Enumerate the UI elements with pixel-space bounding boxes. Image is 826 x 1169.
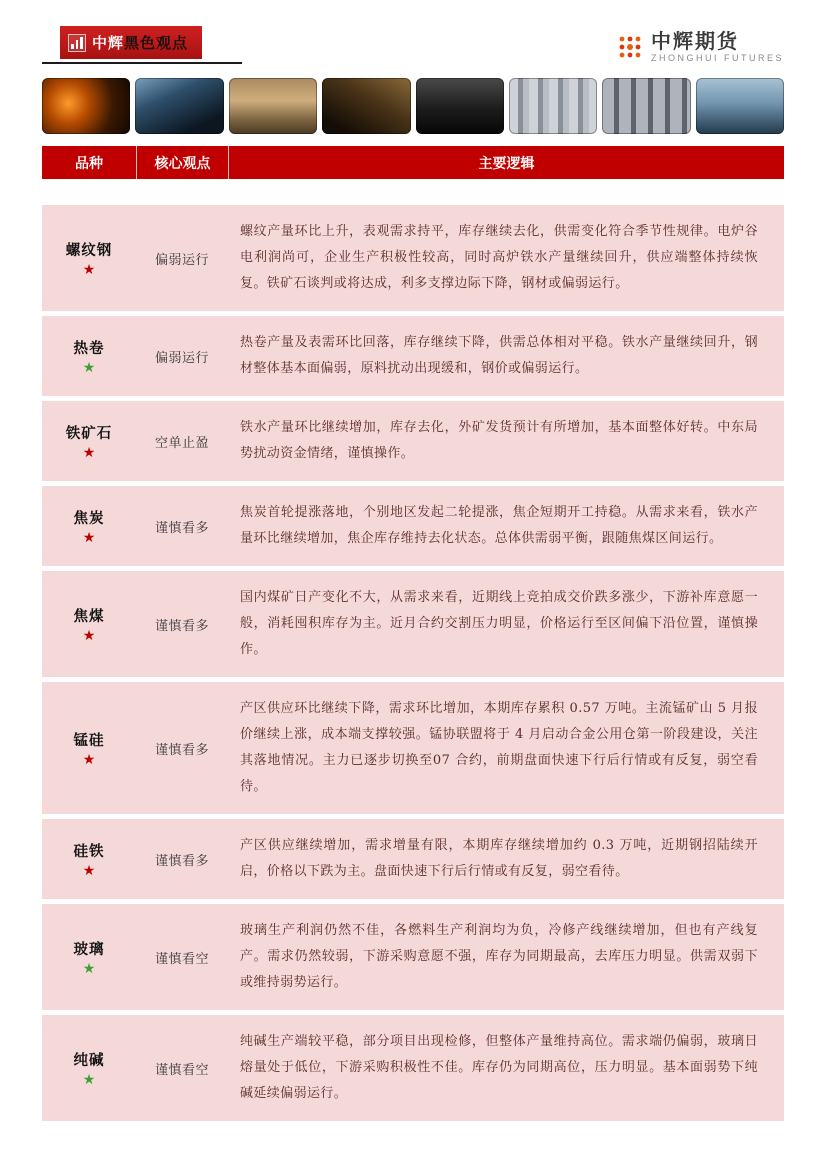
table-body <box>42 205 784 1121</box>
table-row <box>42 316 784 396</box>
rating-star-icon: ★ <box>82 961 96 977</box>
main-logic-text: 铁水产量环比继续增加，库存去化，外矿发货预计有所增加，基本面整体好转。中东局势扰动资金情绪，谨慎操作。 <box>240 420 758 461</box>
variety-name: 锰硅 <box>73 732 105 749</box>
rating-star-icon: ★ <box>82 360 96 376</box>
main-logic-text: 产区供应环比继续下降，需求环比增加，本期库存累积 0.57 万吨。主流锰矿山 5 月报价继续上涨，成本端支撑较强。锰协联盟将于 4 月启动合金公用仓第一阶段建设，关注其落地情况。主力已逐步切换至07 合约，前期盘面快速下行后行情或有反复，弱空看待。 <box>240 701 758 794</box>
main-logic-text: 纯碱生产端较平稳，部分项目出现检修，但整体产量维持高位。需求端仍偏弱，玻璃日熔量处于低位，下游采购积极性不佳。库存仍为同期高位，压力明显。基本面弱势下纯碱延续偏弱运行。 <box>240 1034 758 1101</box>
table-row <box>42 486 784 566</box>
variety-cell <box>42 1049 136 1087</box>
company-name-cn: 中辉期货 <box>651 29 739 53</box>
variety-name: 焦炭 <box>73 510 105 527</box>
photo-strip <box>42 78 784 134</box>
company-logo <box>617 30 784 64</box>
report-title-badge <box>60 26 202 59</box>
report-title-prefix: 中辉 <box>92 34 125 52</box>
report-title-suffix: 黑色观点 <box>124 34 189 52</box>
column-header-variety: 品种 <box>75 155 103 172</box>
page-header <box>42 26 784 64</box>
variety-cell <box>42 938 136 976</box>
column-header-core-view: 核心观点 <box>136 146 228 179</box>
variety-name: 玻璃 <box>73 941 105 958</box>
mine-tunnel-photo <box>135 78 223 134</box>
rating-star-icon: ★ <box>82 1072 96 1088</box>
column-header-main-logic: 主要逻辑 <box>228 146 784 179</box>
core-view-text: 偏弱运行 <box>154 252 209 268</box>
table-header <box>42 146 784 179</box>
bar-chart-icon <box>68 34 86 52</box>
table-row <box>42 1015 784 1121</box>
rating-star-icon: ★ <box>82 445 96 461</box>
company-name-en: ZHONGHUI FUTURES <box>651 53 784 63</box>
open-pit-mine-photo <box>229 78 317 134</box>
table-row <box>42 682 784 814</box>
table-row <box>42 571 784 677</box>
main-logic-text: 螺纹产量环比上升，表观需求持平，库存继续去化，供需变化符合季节性规律。电炉谷电利润尚可，企业生产积极性较高，同时高炉铁水产量继续回升，供应端整体持续恢复。铁矿石谈判或将达成，利多支撑边际下降，钢材或偏弱运行。 <box>240 224 758 291</box>
rating-star-icon: ★ <box>82 752 96 768</box>
variety-cell <box>42 840 136 878</box>
rating-star-icon: ★ <box>82 530 96 546</box>
core-view-text: 谨慎看多 <box>154 618 209 634</box>
table-row <box>42 819 784 899</box>
rating-star-icon: ★ <box>82 863 96 879</box>
mining-excavator-photo <box>322 78 410 134</box>
core-view-text: 谨慎看多 <box>154 520 209 536</box>
variety-name: 热卷 <box>73 340 105 357</box>
variety-cell <box>42 422 136 460</box>
variety-name: 硅铁 <box>73 843 105 860</box>
table-row <box>42 401 784 481</box>
main-logic-text: 热卷产量及表需环比回落，库存继续下降，供需总体相对平稳。铁水产量继续回升，钢材整体基本面偏弱，原料扰动出现缓和，钢价或偏弱运行。 <box>240 335 758 376</box>
main-logic-text: 焦炭首轮提涨落地，个别地区发起二轮提涨，焦企短期开工持稳。从需求来看，铁水产量环比继续增加，焦企库存维持去化状态。总体供需弱平衡，跟随焦煤区间运行。 <box>240 505 758 546</box>
main-logic-text: 产区供应继续增加，需求增量有限，本期库存继续增加约 0.3 万吨，近期钢招陆续开启，价格以下跌为主。盘面快速下行后行情或有反复，弱空看待。 <box>240 838 758 879</box>
variety-cell <box>42 337 136 375</box>
variety-name: 焦煤 <box>73 608 105 625</box>
core-view-text: 谨慎看多 <box>154 853 209 869</box>
table-row <box>42 205 784 311</box>
main-logic-text: 玻璃生产利润仍然不佳，各燃料生产利润均为负，冷修产线继续增加，但也有产线复产。需求仍然较弱，下游采购意愿不强，库存为同期最高，去库压力明显。供需双弱下或维持弱势运行。 <box>240 923 758 990</box>
core-view-text: 偏弱运行 <box>154 350 209 366</box>
company-logo-icon <box>617 34 643 60</box>
variety-name: 纯碱 <box>73 1052 105 1069</box>
steelworker-furnace-photo <box>42 78 130 134</box>
bridge-photo <box>696 78 784 134</box>
steel-pipes-photo <box>602 78 690 134</box>
variety-name: 铁矿石 <box>65 425 113 442</box>
core-view-text: 谨慎看多 <box>154 742 209 758</box>
variety-cell <box>42 239 136 277</box>
main-logic-text: 国内煤矿日产变化不大，从需求来看，近期线上竞拍成交价跌多涨少，下游补库意愿一般，消耗囤积库存为主。近月合约交割压力明显，价格运行至区间偏下沿位置，谨慎操作。 <box>240 590 758 657</box>
rating-star-icon: ★ <box>82 628 96 644</box>
report-title-badge-wrap <box>42 26 242 64</box>
core-view-text: 谨慎看空 <box>154 951 209 967</box>
table-row <box>42 904 784 1010</box>
core-view-text: 空单止盈 <box>154 435 209 451</box>
variety-cell <box>42 507 136 545</box>
rating-star-icon: ★ <box>82 262 96 278</box>
variety-cell <box>42 605 136 643</box>
variety-name: 螺纹钢 <box>65 242 113 259</box>
coal-heap-photo <box>416 78 504 134</box>
core-view-text: 谨慎看空 <box>154 1062 209 1078</box>
report-title <box>92 32 188 53</box>
steel-billets-photo <box>509 78 597 134</box>
variety-cell <box>42 729 136 767</box>
